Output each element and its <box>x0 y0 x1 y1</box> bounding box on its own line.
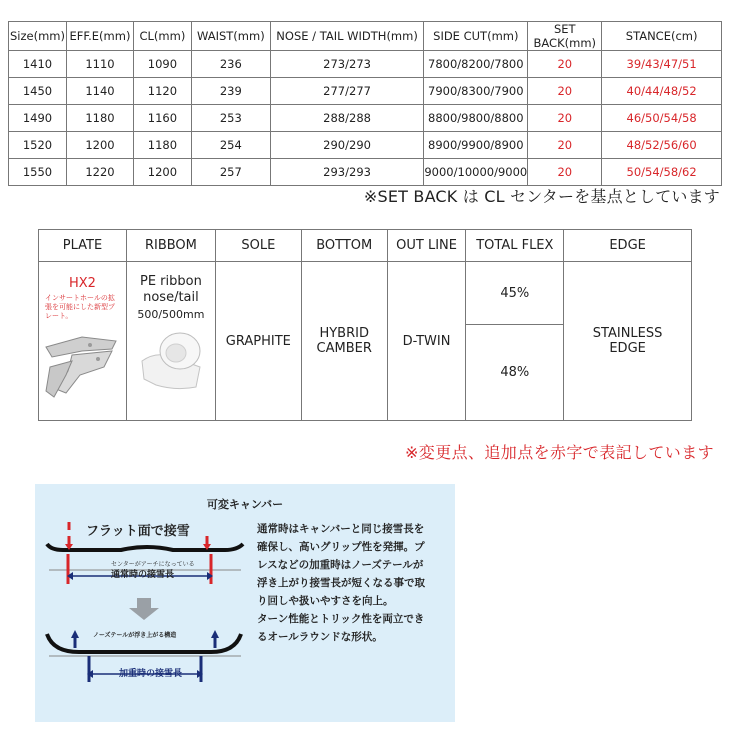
nose-tail-cell: 288/288 <box>270 105 424 132</box>
side-cut-cell: 7800/8200/7800 <box>424 51 528 78</box>
center-arch-note: センターがアーチになっている <box>111 561 195 568</box>
change-note: ※変更点、追加点を赤字で表記しています <box>404 443 714 462</box>
waist-cell: 239 <box>191 78 270 105</box>
side-cut-cell: 8900/9900/8900 <box>424 132 528 159</box>
plate-name: HX2 <box>69 276 96 291</box>
stance-cell: 48/52/56/60 <box>602 132 722 159</box>
header-side-cut: SIDE CUT(mm) <box>424 22 528 51</box>
spec-table <box>8 21 722 186</box>
description-line: 浮き上がり接雪長が短くなる事で取 <box>257 577 425 589</box>
description-line: ターン性能とトリック性を両立でき <box>257 613 425 625</box>
waist-cell: 257 <box>191 159 270 186</box>
nose-tail-cell: 293/293 <box>270 159 424 186</box>
header-nose-tail-width: NOSE / TAIL WIDTH(mm) <box>270 22 424 51</box>
outline-cell: D-TWIN <box>387 262 466 421</box>
camber-description <box>257 520 447 646</box>
description-line: 確保し、高いグリップ性を発揮。プ <box>257 541 425 553</box>
table-row <box>9 132 722 159</box>
setback-note: ※SET BACK は CL センターを基点としています <box>363 187 720 206</box>
sole-cell: GRAPHITE <box>215 262 301 421</box>
set-back-cell: 20 <box>528 159 602 186</box>
header-set-back: SET BACK(mm) <box>528 22 602 51</box>
hx2-plate-image <box>42 327 122 403</box>
set-back-cell: 20 <box>528 51 602 78</box>
edge-cell <box>564 262 692 421</box>
eff-edge-cell: 1180 <box>66 105 133 132</box>
header-size: Size(mm) <box>9 22 67 51</box>
cl-cell: 1180 <box>133 132 191 159</box>
header-outline: OUT LINE <box>387 230 466 262</box>
eff-edge-cell: 1140 <box>66 78 133 105</box>
camber-panel-title: 可変キャンバー <box>206 498 284 511</box>
ribbon-title-2: nose/tail <box>143 290 199 305</box>
header-effective-edge: EFF.E(mm) <box>66 22 133 51</box>
set-back-cell: 20 <box>528 105 602 132</box>
cl-cell: 1090 <box>133 51 191 78</box>
nose-tail-cell: 273/273 <box>270 51 424 78</box>
eff-edge-cell: 1110 <box>66 51 133 78</box>
camber-panel <box>35 484 455 722</box>
waist-cell: 254 <box>191 132 270 159</box>
stance-cell: 40/44/48/52 <box>602 78 722 105</box>
plate-note: インサートホールの拡張を可能にした新型プレート。 <box>45 294 115 320</box>
waist-cell: 253 <box>191 105 270 132</box>
header-sole: SOLE <box>215 230 301 262</box>
pressed-contact-length: 加重時の接雪長 <box>119 669 183 679</box>
stance-cell: 39/43/47/51 <box>602 51 722 78</box>
nose-tail-cell: 277/277 <box>270 78 424 105</box>
side-cut-cell: 7900/8300/7900 <box>424 78 528 105</box>
table-row <box>9 159 722 186</box>
ribbon-title-1: PE ribbon <box>140 274 202 289</box>
set-back-cell: 20 <box>528 78 602 105</box>
header-stance: STANCE(cm) <box>602 22 722 51</box>
edge-line-1: STAINLESS <box>592 326 663 341</box>
size-cell: 1490 <box>9 105 67 132</box>
description-line: 通常時はキャンバーと同じ接雪長を <box>257 523 425 535</box>
edge-line-2: EDGE <box>609 341 646 356</box>
size-cell: 1410 <box>9 51 67 78</box>
header-plate: PLATE <box>39 230 127 262</box>
cl-cell: 1120 <box>133 78 191 105</box>
table-row <box>9 51 722 78</box>
header-contact-length: CL(mm) <box>133 22 191 51</box>
nose-tail-lift-note: ノーズテールが浮き上がる構造 <box>93 632 177 639</box>
down-arrow-icon <box>129 598 159 620</box>
cl-cell: 1160 <box>133 105 191 132</box>
description-line: り回しや扱いやすさを向上。 <box>257 595 394 607</box>
ribbon-size: 500/500mm <box>137 308 205 321</box>
flat-contact-label: フラット面で接雪 <box>86 524 190 539</box>
header-waist: WAIST(mm) <box>191 22 270 51</box>
stance-cell: 46/50/54/58 <box>602 105 722 132</box>
cl-cell: 1200 <box>133 159 191 186</box>
header-total-flex: TOTAL FLEX <box>466 230 564 262</box>
table-row <box>9 78 722 105</box>
header-edge: EDGE <box>564 230 692 262</box>
size-cell: 1450 <box>9 78 67 105</box>
ribbon-cell <box>126 262 215 421</box>
component-table <box>38 229 692 421</box>
normal-contact-length: 通常時の接雪長 <box>111 570 175 580</box>
description-line: レスなどの加重時はノーズテールが <box>257 559 424 571</box>
side-cut-cell: 9000/10000/9000 <box>424 159 528 186</box>
side-cut-cell: 8800/9800/8800 <box>424 105 528 132</box>
waist-cell: 236 <box>191 51 270 78</box>
nose-tail-cell: 290/290 <box>270 132 424 159</box>
description-line: るオールラウンドな形状。 <box>257 631 383 643</box>
set-back-cell: 20 <box>528 132 602 159</box>
eff-edge-cell: 1220 <box>66 159 133 186</box>
eff-edge-cell: 1200 <box>66 132 133 159</box>
bottom-cell <box>301 262 387 421</box>
flex-bottom-cell: 48% <box>466 325 564 421</box>
size-cell: 1520 <box>9 132 67 159</box>
bottom-line-2: CAMBER <box>316 341 372 356</box>
component-header-row <box>39 230 692 262</box>
table-row <box>9 105 722 132</box>
header-bottom: BOTTOM <box>301 230 387 262</box>
plate-cell <box>39 262 127 421</box>
size-cell: 1550 <box>9 159 67 186</box>
bottom-line-1: HYBRID <box>319 326 369 341</box>
spec-header-row <box>9 22 722 51</box>
flex-top-cell: 45% <box>466 262 564 325</box>
stance-cell: 50/54/58/62 <box>602 159 722 186</box>
ribbon-roll-image <box>136 327 206 395</box>
header-ribbon: RIBBOM <box>126 230 215 262</box>
